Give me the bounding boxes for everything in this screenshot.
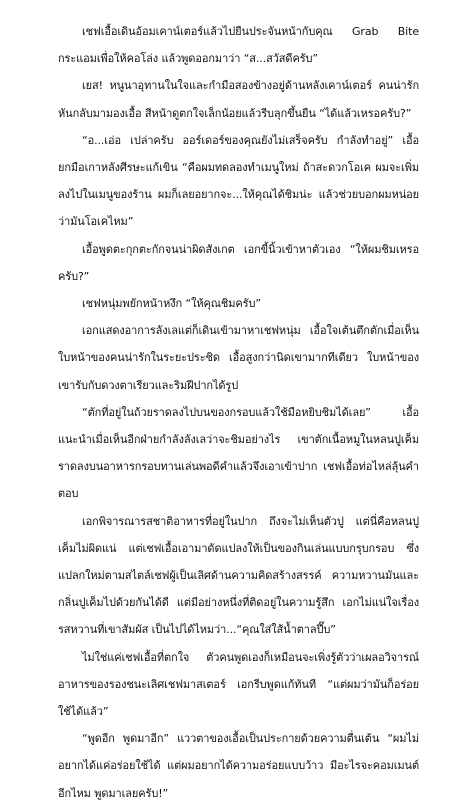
paragraph-5: เชฟหนุ่มพยักหน้าหงึก “ให้คุณชิมครับ” [82,297,261,311]
paragraph-6: เอกแสดงอาการลังเลแต่ก็เดินเข้ามาหาเชฟหนุ่ม เอื้อใจเต้นตึกตักเมื่อเห็นใบหน้าของคนน่ารักในระยะประชิด เอื้อสูงกว่านิดเขามากทีเดียว ใบหน้าของเขารับกับดวงตาเรียวและริมฝีปากได้รูป [58,324,419,392]
paragraph-7: “ตักที่อยู่ในถ้วยราดลงไปบนของกรอบแล้วใช้มือหยิบชิมได้เลย” เอื้อแนะนำเมื่อเห็นอีกฝ่ายกำลังลังเลว่าจะชิมอย่างไร เขาตักเนื้อหมูในหลนปูเค็มราดลงบนอาหารกรอบทานเล่นพอดีคำแล้วจึงเอาเข้าปาก เชฟเอื้อท่อไหล่ลุ้นคำตอบ [58,405,419,501]
paragraph-2: เยส! หนูนาอุทานในใจและกำมือสองข้างอยู่ด้านหลังเคาน์เตอร์ คนน่ารักหันกลับมามองเอื้อ สีหน้าดูตกใจเล็กน้อยแล้วรีบลุกขึ้นยืน “ได้แล้วเหรอครับ?” [58,79,419,120]
paragraph-8: เอกพิจารณารสชาติอาหารที่อยู่ในปาก ถึงจะไม่เห็นตัวปู แต่นี่คือหลนปูเค็มไม่ผิดแน่ แต่เชฟเอื้อเอามาดัดแปลงให้เป็นของกินเล่นแบบกรุบกรอบ ซึ่งแปลกใหม่ตามสไตล์เชฟผู้เป็นเลิศด้านความคิดสร้างสรรค์ ความหวานมันและกลิ่นปูเค็มไปด้วยกันได้ดี แต่มีอย่างหนึ่งที่ติดอยู่ในความรู้สึก เอกไม่แน่ใจเรื่องรสหวานที่เขาสัมผัส เป็นไปได้ไหมว่า...“คุณใส่ใส้น้ำตาลปึ๊บ” [58,514,419,637]
paragraph-3: “อ...เอ่อ เปล่าครับ ออร์เดอร์ของคุณยังไม่เสร็จครับ กำลังทำอยู่” เอื้อยกมือเกาหลังศีรษะแก้เขิน “คือผมทดลองทำเมนูใหม่ ถ้าสะดวกโอเค ผมจะเพิ่มลงไปในเมนูของร้าน ผมก็เลยอยากจะ...ให้คุณได้ชิมน่ะ แล้วช่วยบอกผมหน่อยว่ามันโอเคไหม” [58,133,419,229]
paragraph-4: เอื้อพูดตะกุกตะกักจนน่าผิดสังเกต เอกขี้นิ้วเข้าหาตัวเอง “ให้ผมชิมเหรอครับ?” [58,242,419,283]
paragraph-1: เชฟเอื้อเดินอ้อมเคาน์เตอร์แล้วไปยืนประจันหน้ากับคุณ Grab Bite กระแอมเพื่อให้คอโล่ง แล้วพูดออกมาว่า “ส...สวัสดีครับ” [58,25,419,66]
paragraph-9: ไม่ใช่แค่เชฟเอื้อที่ตกใจ ตัวคนพูดเองก็เหมือนจะเพิ่งรู้ตัวว่าเผลอวิจารณ์อาหารของรองชนะเลิศเชฟมาสเตอร์ เอกรีบพูดแก้ทันที “แต่ผมว่ามันก็อร่อยใช้ได้แล้ว” [58,650,419,719]
paragraph-10: “พูดอีก พูดมาอีก” แววตาของเอื้อเป็นประกายด้วยความตื่นเต้น “ผมไม่อยากได้แค่อร่อยใช้ได้ แต่ผมอยากได้ความอร่อยแบบว้าว มีอะไรจะคอมเมนต์อีกไหม พูดมาเลยครับ!” [58,732,419,800]
